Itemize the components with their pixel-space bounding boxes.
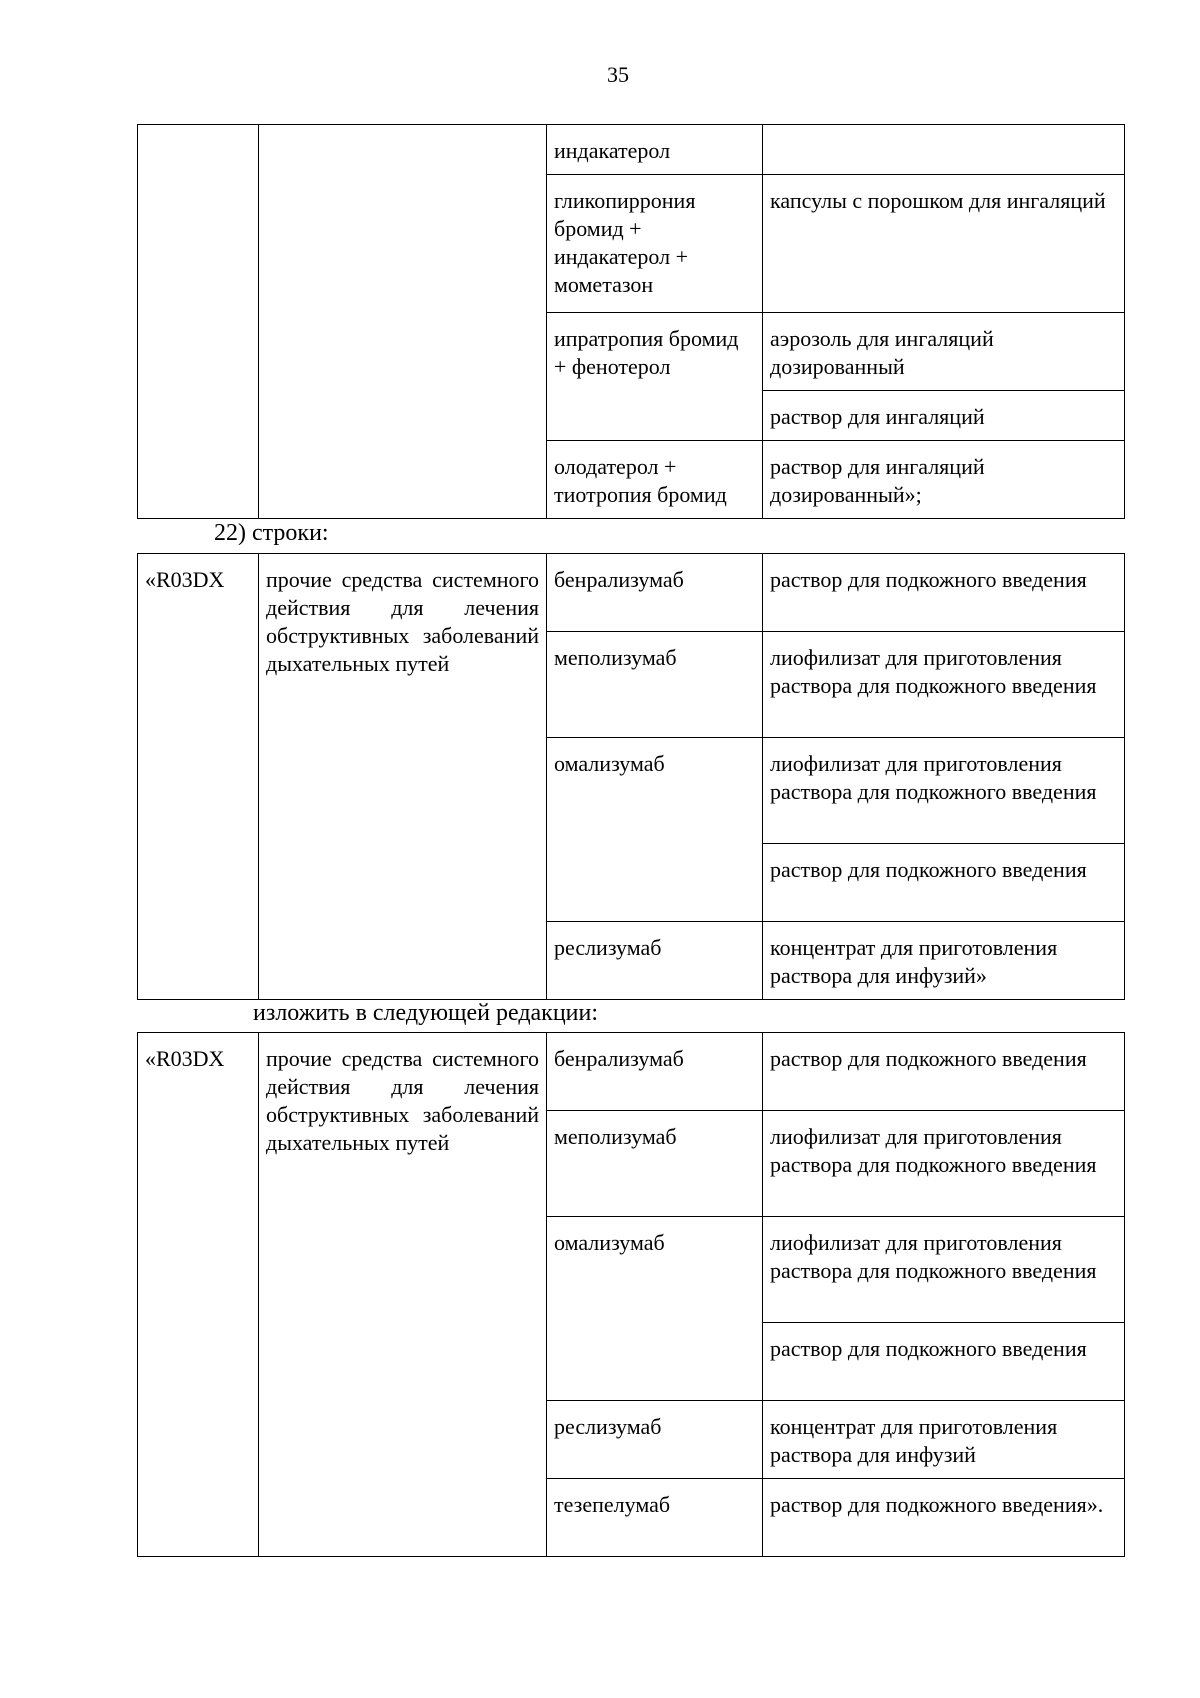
table-row <box>138 1033 1125 1111</box>
dosage-form-cell: лиофилизат для приготовления раствора для подкожного введения <box>763 1111 1125 1217</box>
table-row <box>138 125 1125 175</box>
section-caption: изложить в следующей редакции: <box>253 1000 599 1026</box>
continuation-table <box>137 124 1125 519</box>
dosage-form-cell: лиофилизат для приготовления раствора для подкожного введения <box>763 632 1125 738</box>
dosage-form-cell: раствор для подкожного введения <box>763 554 1125 632</box>
dosage-form-cell: раствор для подкожного введения <box>763 844 1125 922</box>
table-row <box>138 554 1125 632</box>
inn-cell: меполизумаб <box>547 1111 763 1217</box>
section-caption: 22) строки: <box>214 520 329 546</box>
group-name-cell: прочие средства системного действия для лечения обструктивных заболеваний дыхательных путей <box>259 554 547 1000</box>
group-name-cell: прочие средства системного действия для лечения обструктивных заболеваний дыхательных путей <box>259 1033 547 1557</box>
dosage-form-cell: раствор для ингаляций дозированный»; <box>763 441 1125 519</box>
new-rows-table <box>137 1032 1125 1557</box>
dosage-form-cell: концентрат для приготовления раствора для инфузий» <box>763 922 1125 1000</box>
inn-cell: бенрализумаб <box>547 554 763 632</box>
dosage-form-cell: раствор для подкожного введения <box>763 1033 1125 1111</box>
group-name-cell <box>259 125 547 519</box>
dosage-form-cell: раствор для ингаляций <box>763 391 1125 441</box>
atc-code-cell: «R03DX <box>138 1033 259 1557</box>
dosage-form-cell <box>763 125 1125 175</box>
dosage-form-cell: аэрозоль для ингаляций дозированный <box>763 313 1125 391</box>
inn-cell: меполизумаб <box>547 632 763 738</box>
page-number: 35 <box>607 62 629 87</box>
inn-cell: бенрализумаб <box>547 1033 763 1111</box>
dosage-form-cell: лиофилизат для приготовления раствора для подкожного введения <box>763 738 1125 844</box>
inn-cell: реслизумаб <box>547 922 763 1000</box>
dosage-form-cell: концентрат для приготовления раствора для инфузий <box>763 1401 1125 1479</box>
inn-cell: ипратропия бромид + фенотерол <box>547 313 763 441</box>
inn-cell: индакатерол <box>547 125 763 175</box>
inn-cell: гликопиррония бромид + индакатерол + мометазон <box>547 175 763 313</box>
inn-cell: реслизумаб <box>547 1401 763 1479</box>
atc-code-cell <box>138 125 259 519</box>
inn-cell: тезепелумаб <box>547 1479 763 1557</box>
dosage-form-cell: капсулы с порошком для ингаляций <box>763 175 1125 313</box>
dosage-form-cell: лиофилизат для приготовления раствора для подкожного введения <box>763 1217 1125 1323</box>
atc-code-cell: «R03DX <box>138 554 259 1000</box>
dosage-form-cell: раствор для подкожного введения». <box>763 1479 1125 1557</box>
inn-cell: омализумаб <box>547 738 763 922</box>
inn-cell: олодатерол + тиотропия бромид <box>547 441 763 519</box>
inn-cell: омализумаб <box>547 1217 763 1401</box>
current-rows-table <box>137 553 1125 1000</box>
dosage-form-cell: раствор для подкожного введения <box>763 1323 1125 1401</box>
